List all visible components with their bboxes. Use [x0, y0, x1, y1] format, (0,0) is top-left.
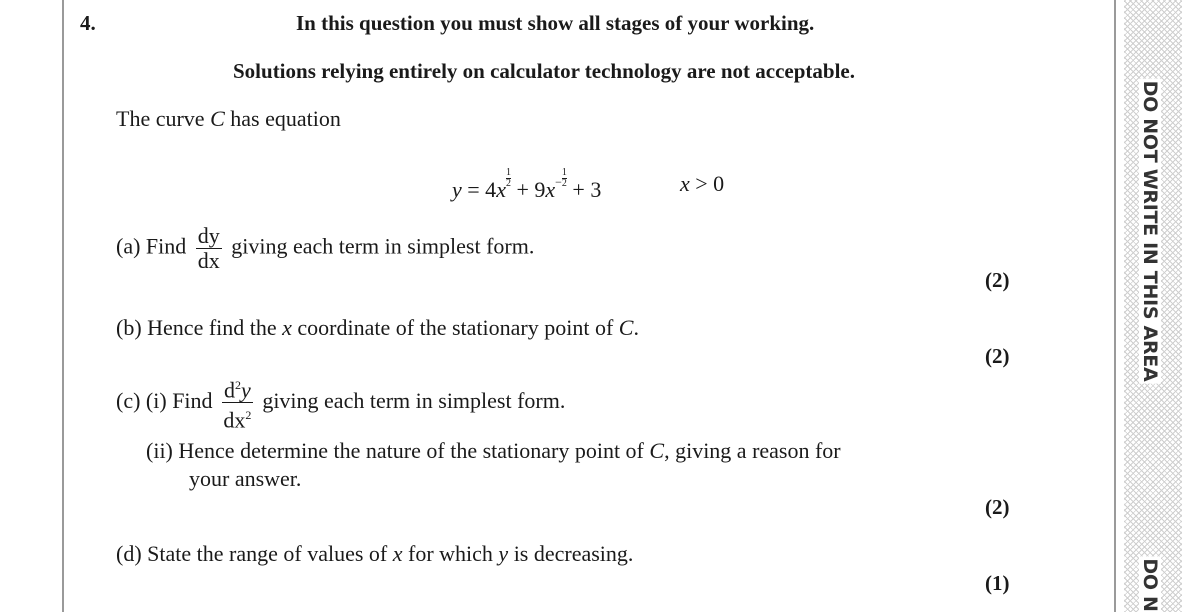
part-a: (a) Find $\frac{dy}{dx}$ giving each term in simplest form. — [116, 223, 535, 273]
marks-a: (2) — [985, 268, 1010, 292]
marks-b: (2) — [985, 344, 1010, 368]
instruction-working: In this question you must show all stages of your working. — [296, 11, 815, 35]
marks-c: (2) — [985, 495, 1010, 519]
right-margin-line — [1114, 0, 1116, 612]
part-c-ii: (ii) Hence determine the nature of the stationary point of C, giving a reason for — [146, 438, 841, 463]
margin-warning: DO NOT WRITE IN THIS AREA — [1139, 80, 1161, 382]
curve-equation: y = 4x $\frac{1}{2}$ + 9x− $\frac{1}{2}$ + 3 — [452, 167, 602, 202]
part-d: (d) State the range of values of x for which y is decreasing. — [116, 541, 634, 566]
left-margin-line — [62, 0, 64, 612]
curve-intro: The curve C has equation — [116, 106, 341, 131]
question-number: 4. — [80, 11, 96, 35]
part-c-i: (c) (i) Find $\frac{d^2y}{dx^2}$ giving each term in simplest form. — [116, 373, 565, 433]
margin-warning-partial: DO N — [1139, 558, 1161, 612]
part-c-ii-line2: your answer. — [189, 466, 302, 491]
equation-domain: x > 0 — [680, 171, 725, 196]
instruction-calculator: Solutions relying entirely on calculator technology are not acceptable. — [233, 59, 855, 83]
part-b: (b) Hence find the x coordinate of the stationary point of C. — [116, 315, 639, 340]
marks-d: (1) — [985, 571, 1010, 595]
